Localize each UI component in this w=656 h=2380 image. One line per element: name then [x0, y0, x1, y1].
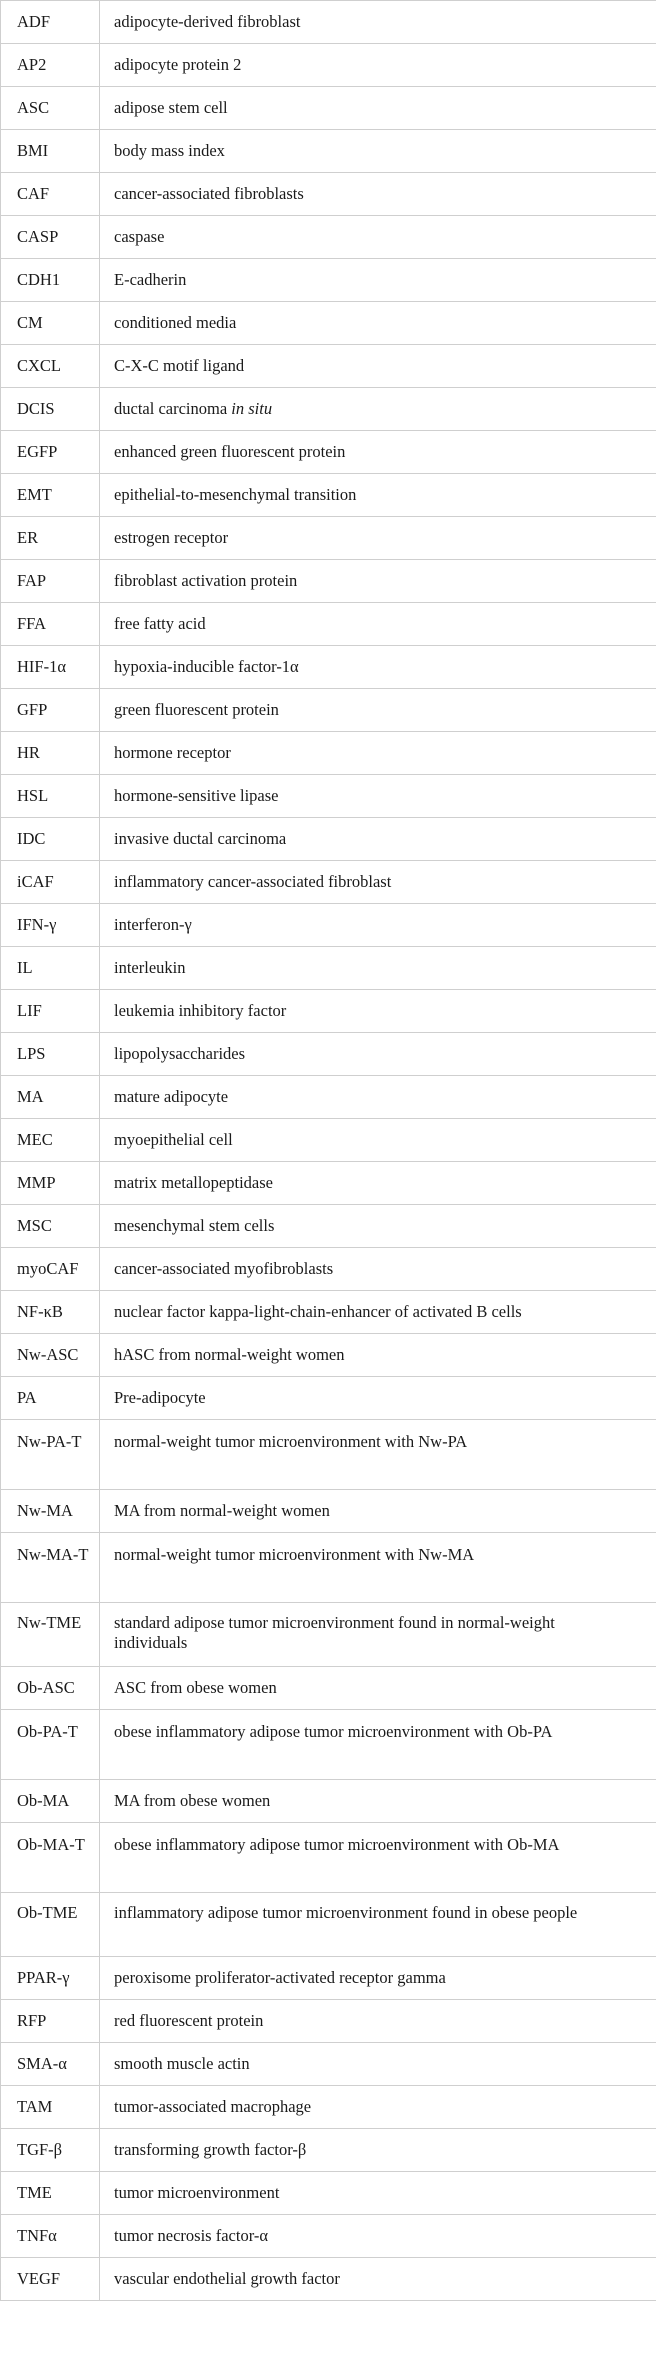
table-row — [1, 560, 656, 603]
definition-cell — [100, 2000, 656, 2043]
definition-cell — [100, 2043, 656, 2086]
definition-cell — [100, 1334, 656, 1377]
abbreviation-cell: Nw-PA-T — [1, 1420, 100, 1490]
definition-text: hASC from normal-weight women — [114, 1345, 345, 1364]
definition-cell — [100, 302, 656, 345]
table-row — [1, 861, 656, 904]
definition-cell — [100, 646, 656, 689]
table-row — [1, 431, 656, 474]
abbreviation-cell: TNFα — [1, 2215, 100, 2258]
table-row — [1, 345, 656, 388]
definition-text: cancer-associated fibroblasts — [114, 184, 304, 203]
abbreviation-cell: Ob-ASC — [1, 1667, 100, 1710]
definition-text: hormone-sensitive lipase — [114, 786, 279, 805]
definition-cell — [100, 44, 656, 87]
definition-cell — [100, 1420, 656, 1490]
table-row — [1, 646, 656, 689]
abbreviation-cell: BMI — [1, 130, 100, 173]
definition-text: peroxisome proliferator-activated receptor gamma — [114, 1968, 446, 1987]
definition-text: ASC from obese women — [114, 1678, 277, 1697]
table-row — [1, 388, 656, 431]
table-row — [1, 2086, 656, 2129]
definition-text: hormone receptor — [114, 743, 231, 762]
abbreviation-cell: EGFP — [1, 431, 100, 474]
definition-cell — [100, 130, 656, 173]
abbreviation-cell: CDH1 — [1, 259, 100, 302]
definition-text: myoepithelial cell — [114, 1130, 233, 1149]
definition-cell — [100, 2086, 656, 2129]
table-row — [1, 1823, 656, 1893]
definition-text: mesenchymal stem cells — [114, 1216, 275, 1235]
table-row — [1, 216, 656, 259]
table-row — [1, 44, 656, 87]
abbreviation-cell: MSC — [1, 1205, 100, 1248]
abbreviation-cell: IFN-γ — [1, 904, 100, 947]
abbreviation-cell: FAP — [1, 560, 100, 603]
table-row — [1, 1205, 656, 1248]
abbreviation-cell: Nw-MA-T — [1, 1533, 100, 1603]
table-row — [1, 474, 656, 517]
definition-cell — [100, 818, 656, 861]
definition-cell — [100, 990, 656, 1033]
definition-italic-text: in situ — [231, 399, 273, 418]
definition-cell — [100, 1248, 656, 1291]
table-row — [1, 1420, 656, 1490]
definition-cell — [100, 1957, 656, 2000]
abbreviation-cell: AP2 — [1, 44, 100, 87]
table-row — [1, 2000, 656, 2043]
definition-text: leukemia inhibitory factor — [114, 1001, 287, 1020]
abbreviation-cell: TGF-β — [1, 2129, 100, 2172]
definition-text: transforming growth factor-β — [114, 2140, 307, 2159]
definition-cell — [100, 775, 656, 818]
table-row — [1, 1533, 656, 1603]
abbreviation-cell: Ob-PA-T — [1, 1710, 100, 1780]
definition-text: invasive ductal carcinoma — [114, 829, 287, 848]
definition-text: C-X-C motif ligand — [114, 356, 245, 375]
table-row — [1, 1377, 656, 1420]
abbreviation-cell: LIF — [1, 990, 100, 1033]
definition-text: matrix metallopeptidase — [114, 1173, 273, 1192]
table-row — [1, 1162, 656, 1205]
definition-cell — [100, 431, 656, 474]
abbreviation-cell: IL — [1, 947, 100, 990]
abbreviation-cell: IDC — [1, 818, 100, 861]
abbreviation-cell: ASC — [1, 87, 100, 130]
definition-text: nuclear factor kappa-light-chain-enhancer of activated B cells — [114, 1302, 522, 1321]
abbreviation-cell: MA — [1, 1076, 100, 1119]
definition-text: obese inflammatory adipose tumor microenvironment with Ob-MA — [114, 1835, 560, 1854]
table-row — [1, 87, 656, 130]
table-row — [1, 1076, 656, 1119]
definition-cell — [100, 259, 656, 302]
table-row — [1, 732, 656, 775]
table-row — [1, 904, 656, 947]
abbreviation-cell: VEGF — [1, 2258, 100, 2301]
definition-cell — [100, 1710, 656, 1780]
abbreviation-cell: ADF — [1, 1, 100, 44]
table-row — [1, 818, 656, 861]
table-row — [1, 1334, 656, 1377]
definition-cell — [100, 1205, 656, 1248]
table-row — [1, 259, 656, 302]
definition-text: vascular endothelial growth factor — [114, 2269, 340, 2288]
definition-cell — [100, 2258, 656, 2301]
table-row — [1, 1710, 656, 1780]
definition-cell — [100, 1162, 656, 1205]
abbreviation-cell: HSL — [1, 775, 100, 818]
definition-cell — [100, 947, 656, 990]
abbreviation-cell: ER — [1, 517, 100, 560]
definition-text: normal-weight tumor microenvironment with Nw-PA — [114, 1432, 468, 1451]
table-row — [1, 517, 656, 560]
definition-cell — [100, 1076, 656, 1119]
abbreviation-cell: CASP — [1, 216, 100, 259]
abbreviation-cell: TAM — [1, 2086, 100, 2129]
abbreviation-cell: Ob-TME — [1, 1893, 100, 1957]
definition-text: enhanced green fluorescent protein — [114, 442, 346, 461]
definition-text: adipose stem cell — [114, 98, 228, 117]
abbreviation-cell: NF-κB — [1, 1291, 100, 1334]
table-row — [1, 2129, 656, 2172]
definition-text: smooth muscle actin — [114, 2054, 250, 2073]
definition-text: Pre-adipocyte — [114, 1388, 206, 1407]
definition-text: ductal carcinoma — [114, 399, 232, 418]
table-row — [1, 1291, 656, 1334]
abbreviation-cell: MMP — [1, 1162, 100, 1205]
definition-text: estrogen receptor — [114, 528, 229, 547]
abbreviation-cell: FFA — [1, 603, 100, 646]
definition-text: red fluorescent protein — [114, 2011, 264, 2030]
definition-cell — [100, 1119, 656, 1162]
definition-cell — [100, 1, 656, 44]
definition-text: green fluorescent protein — [114, 700, 279, 719]
table-row — [1, 2258, 656, 2301]
table-row — [1, 1780, 656, 1823]
table-row — [1, 689, 656, 732]
definition-cell — [100, 1533, 656, 1603]
abbreviation-cell: DCIS — [1, 388, 100, 431]
definition-text: conditioned media — [114, 313, 237, 332]
definition-cell — [100, 216, 656, 259]
definition-text: cancer-associated myofibroblasts — [114, 1259, 334, 1278]
definition-text: tumor microenvironment — [114, 2183, 280, 2202]
table-row — [1, 130, 656, 173]
abbreviation-cell: PA — [1, 1377, 100, 1420]
abbreviation-cell: Nw-ASC — [1, 1334, 100, 1377]
abbreviation-cell: HIF-1α — [1, 646, 100, 689]
abbreviation-cell: SMA-α — [1, 2043, 100, 2086]
table-row — [1, 1248, 656, 1291]
abbreviation-cell: myoCAF — [1, 1248, 100, 1291]
definition-cell — [100, 474, 656, 517]
definition-text: adipocyte protein 2 — [114, 55, 242, 74]
definition-cell — [100, 689, 656, 732]
definition-cell — [100, 560, 656, 603]
definition-text: normal-weight tumor microenvironment with Nw-MA — [114, 1545, 475, 1564]
abbreviation-cell: EMT — [1, 474, 100, 517]
definition-text: MA from obese women — [114, 1791, 271, 1810]
definition-cell — [100, 1667, 656, 1710]
table-row — [1, 1603, 656, 1667]
table-row — [1, 2172, 656, 2215]
definition-cell — [100, 2129, 656, 2172]
table-row — [1, 1119, 656, 1162]
definition-cell — [100, 1893, 656, 1957]
table-row — [1, 990, 656, 1033]
abbreviation-cell: Ob-MA-T — [1, 1823, 100, 1893]
abbreviation-cell: MEC — [1, 1119, 100, 1162]
table-row — [1, 947, 656, 990]
definition-cell — [100, 1780, 656, 1823]
abbreviation-cell: RFP — [1, 2000, 100, 2043]
definition-cell — [100, 1033, 656, 1076]
definition-text: interleukin — [114, 958, 186, 977]
abbreviation-cell: CAF — [1, 173, 100, 216]
definition-cell — [100, 603, 656, 646]
table-row — [1, 1667, 656, 1710]
definition-cell — [100, 345, 656, 388]
table-row — [1, 1957, 656, 2000]
table-row — [1, 2043, 656, 2086]
table-row — [1, 775, 656, 818]
definition-cell — [100, 861, 656, 904]
definition-text: caspase — [114, 227, 165, 246]
abbreviation-cell: LPS — [1, 1033, 100, 1076]
definition-text: epithelial-to-mesenchymal transition — [114, 485, 357, 504]
abbreviation-cell: PPAR-γ — [1, 1957, 100, 2000]
abbreviation-cell: GFP — [1, 689, 100, 732]
definition-text: free fatty acid — [114, 614, 206, 633]
abbreviation-cell: CXCL — [1, 345, 100, 388]
abbreviation-cell: CM — [1, 302, 100, 345]
table-row — [1, 2215, 656, 2258]
abbreviation-cell: HR — [1, 732, 100, 775]
table-row — [1, 1490, 656, 1533]
table-row — [1, 1893, 656, 1957]
definition-text: standard adipose tumor microenvironment found in normal-weight individuals — [114, 1613, 555, 1652]
definition-cell — [100, 1823, 656, 1893]
definition-cell — [100, 1490, 656, 1533]
definition-cell — [100, 1377, 656, 1420]
definition-text: fibroblast activation protein — [114, 571, 298, 590]
definition-cell — [100, 732, 656, 775]
table-row — [1, 302, 656, 345]
definition-cell — [100, 173, 656, 216]
definition-cell — [100, 517, 656, 560]
definition-text: tumor necrosis factor-α — [114, 2226, 269, 2245]
definition-cell — [100, 904, 656, 947]
definition-text: body mass index — [114, 141, 225, 160]
table-row — [1, 1, 656, 44]
definition-cell — [100, 1603, 656, 1667]
definition-text: adipocyte-derived fibroblast — [114, 12, 301, 31]
definition-cell — [100, 2215, 656, 2258]
definition-cell — [100, 2172, 656, 2215]
abbreviations-table-body — [1, 1, 656, 2301]
abbreviation-cell: Ob-MA — [1, 1780, 100, 1823]
definition-cell — [100, 87, 656, 130]
definition-text: inflammatory adipose tumor microenvironment found in obese people — [114, 1903, 578, 1922]
abbreviation-cell: Nw-MA — [1, 1490, 100, 1533]
definition-text: lipopolysaccharides — [114, 1044, 246, 1063]
definition-text: hypoxia-inducible factor-1α — [114, 657, 299, 676]
definition-text: E-cadherin — [114, 270, 187, 289]
table-row — [1, 1033, 656, 1076]
definition-cell — [100, 1291, 656, 1334]
definition-cell — [100, 388, 656, 431]
abbreviation-cell: Nw-TME — [1, 1603, 100, 1667]
definition-text: interferon-γ — [114, 915, 192, 934]
definition-text: mature adipocyte — [114, 1087, 229, 1106]
abbreviation-cell: iCAF — [1, 861, 100, 904]
definition-text: MA from normal-weight women — [114, 1501, 330, 1520]
table-row — [1, 603, 656, 646]
abbreviation-cell: TME — [1, 2172, 100, 2215]
definition-text: inflammatory cancer-associated fibroblast — [114, 872, 392, 891]
table-row — [1, 173, 656, 216]
definition-text: tumor-associated macrophage — [114, 2097, 312, 2116]
definition-text: obese inflammatory adipose tumor microenvironment with Ob-PA — [114, 1722, 553, 1741]
